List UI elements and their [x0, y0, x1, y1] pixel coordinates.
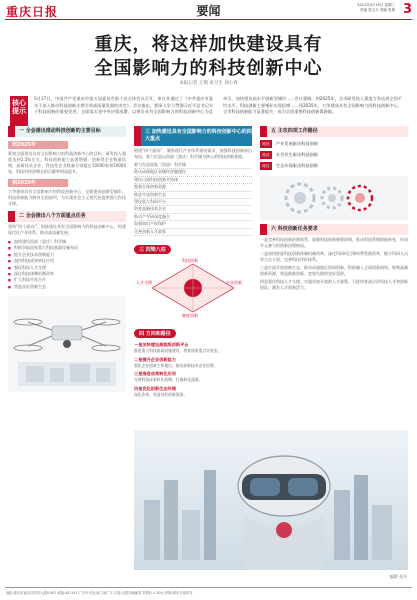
- list-item: 推动产学研深度融合: [134, 214, 252, 221]
- list-item: [260, 151, 408, 159]
- goal-2035-text: 力争建成具有全国影响力的科技创新中心，全面建成创新型城市，科技创新能力跻身全国前列，为实现社会主义现代化提供强大科技支撑。: [8, 189, 126, 206]
- date-line-2: 责编 张文丰 美编 张雄: [360, 8, 395, 12]
- path-badge: 路径: [260, 151, 272, 159]
- diagram-label: 产业创新: [226, 280, 242, 286]
- goal-2025-text: 紧扣全面建设具有全国影响力的科技创新中心的目标，研发投入强度达到2.5%左右，科技创新能力显著增强，创新型企业数量倍增，高新技术企业、科技型企业数量分别超过10000家和50000家，科技对经济增长的贡献率明显提升。: [8, 151, 126, 174]
- step-text: 推进重大科技基础设施建设，培育国家重点实验室。: [134, 348, 222, 354]
- section-requirements-title: 六 科技创新任务要求: [260, 224, 408, 235]
- footer-rule: [5, 587, 412, 588]
- list-item: ■ 积极争取国家重大科技基础设施布局: [8, 245, 126, 251]
- date-block: [357, 3, 395, 13]
- list-item: [260, 162, 408, 170]
- list-item: 推动成渝地区双城经济圈建设: [134, 169, 252, 176]
- column-1: [8, 122, 126, 392]
- step-text: 完善科技成果转化机制，打通转化通道。: [134, 377, 203, 383]
- list-item: 加强知识产权保护: [134, 221, 252, 228]
- paths-list: [260, 140, 408, 170]
- section-goals-title: 一 全会提出推动科技创新的主要目标: [8, 126, 126, 137]
- focus-intro: 围绕“四个面向”，聚焦现代产业体系建设需求，加强科技创新前沿布局，着力打造以西部（重庆）科学城为核心的科技创新基地。: [134, 148, 252, 159]
- step-title: 一是加快建设高能级创新平台: [134, 342, 189, 348]
- vr-headset-icon: [134, 430, 408, 570]
- footer: 地址:重庆市渝北区同茂大道416号 邮编:401147 广告许可证:渝工商广字 订阅:全国各地邮局 零售价:1.50元 印刷:重庆日报印务: [6, 591, 193, 595]
- newspaper-logo: 重庆日报: [6, 5, 59, 19]
- requirement-paragraph: 一是完善科技创新治理体系。加强科技创新统筹协调，推动科技管理职能转变，形成多元参与的创新治理格局。: [260, 237, 408, 248]
- list-item: ■ 提升企业技术创新能力: [8, 252, 126, 258]
- focus-list: [134, 162, 252, 236]
- list-item: ■ 强化科技人才支撑: [8, 265, 126, 271]
- byline: 本报记者 王翔 见习生 刘小春: [179, 81, 238, 86]
- section-focus-title: 三 加快建设具有全国影响力的科技创新中心的四大重点: [134, 126, 252, 146]
- list-item: 推进开放创新生态: [134, 192, 252, 199]
- date-line-1: 2021年5月19日 星期三: [357, 3, 395, 7]
- headline-line-1: 重庆，将这样加快建设具有: [94, 34, 323, 55]
- masthead: [0, 0, 417, 20]
- vr-city-illustration: [134, 430, 408, 570]
- step-text: 强化企业创新主体地位，推动高新技术企业倍增。: [134, 362, 218, 368]
- requirement-paragraph: 三是打造开放创新生态。推动成渝地区协同创新，积极融入全球创新网络，集聚高端创新资源，营造鼓励创新、宽容失败的良好氛围。: [260, 265, 408, 276]
- list-item: 集聚全球创新资源: [134, 184, 252, 191]
- pillars-diagram-graphic: [134, 258, 252, 320]
- section-tasks-title: 二 全会提出八个方面重点任务: [8, 211, 126, 222]
- requirement-paragraph: 二是加快推进科技创新体制机制改革。深化科研项目和经费管理改革，赋予科研人员更大自主权，完善科技评价体系。: [260, 251, 408, 262]
- list-item: 建设川渝科技创新共同体: [134, 177, 252, 184]
- tasks-intro: 坚持“四个面向”，围绕建设具有全国影响力的科技创新中心，构建现代化产业体系，推动高质量发展。: [8, 224, 126, 235]
- list-item: 建设重大科研平台: [134, 199, 252, 206]
- path-badge: 路径: [260, 162, 272, 170]
- requirement-paragraph: 四是强化科技人才支撑。实施更加开放的人才政策，引进培育高层次科技人才和创新团队，激发人才创新活力。: [260, 279, 408, 290]
- list-item: ■ 深化科技体制机制改革: [8, 271, 126, 277]
- list-item: 完善创新人才政策: [134, 229, 252, 236]
- gear-illustration: [260, 176, 408, 220]
- path-label: 产业发展驱动科技创新: [276, 141, 318, 146]
- column-2: [134, 122, 252, 397]
- list-item: ■ 扩大科技开放合作: [8, 277, 126, 283]
- list-item: [260, 140, 408, 148]
- editor-note: 编辑 张丹: [389, 574, 407, 579]
- step-text: 深化改革，营造良好创新氛围。: [134, 391, 188, 397]
- list-item: ■ 加快建设西部（重庆）科学城: [8, 239, 126, 245]
- list-item: 着力打造国家（西部）科学城: [134, 162, 252, 169]
- diagram-label: 科技创新: [182, 258, 198, 264]
- list-item: ■ 加快科技成果转化应用: [8, 258, 126, 264]
- list-item: 培育高新技术企业: [134, 206, 252, 213]
- column-3: [260, 122, 408, 291]
- gear-icon: [260, 176, 408, 220]
- goal-2035-label: 到2035年: [8, 179, 68, 187]
- goal-2025-label: 到2025年: [8, 141, 68, 149]
- steps-title: 四 方向和路径: [134, 329, 176, 338]
- path-label: 社会民生驱动科技创新: [276, 152, 318, 157]
- steps-box: [134, 342, 252, 397]
- drone-illustration: [8, 296, 126, 392]
- tasks-list: [8, 239, 126, 290]
- drone-icon: [8, 296, 126, 392]
- core-tag: 核心提示: [10, 96, 28, 130]
- list-item: ■ 营造良好创新生态: [8, 284, 126, 290]
- path-badge: 路径: [260, 140, 272, 148]
- section-name: 要闻: [196, 4, 221, 18]
- page-number: 3: [402, 2, 412, 17]
- top-rule: [5, 19, 412, 20]
- path-label: 生态环保驱动科技创新: [276, 163, 318, 168]
- diagram-label: 人才支撑: [136, 280, 152, 286]
- section-paths-title: 五 主攻四项工作路径: [260, 126, 408, 137]
- diagram-title: 三 四梁八柱: [134, 245, 171, 254]
- headline-line-2: 全国影响力的科技创新中心: [94, 58, 323, 79]
- pillars-diagram: [134, 258, 252, 320]
- step-title: 二是提升企业创新能力: [134, 356, 176, 362]
- step-title: 四是优化创新生态环境: [134, 385, 176, 391]
- step-title: 三是推进成果转化应用: [134, 371, 176, 377]
- diagram-label: 制度创新: [182, 313, 198, 319]
- lead-text: 5月17日，中国共产党重庆市第五届委员会第十次全体会议召开，审议并通过了《中共重庆市委关于深入推动科技创新支撑引领高质量发展的决定》。会议指出，要深入学习贯彻习近平总书记关于科技创新的重要论述，全面落实党中央决策部署，以建设具有全国影响力的科技创新中心为总牵引，加快建设高水平创新型城市……会议强调，到2025年，全市研发投入强度力争达到全国平均水平，科技创新主要指标实现倍增……到2035年，力争建成具有全国影响力的科技创新中心，全市科技创新能力显著提升，成为全国重要科技创新策源地。: [34, 96, 402, 115]
